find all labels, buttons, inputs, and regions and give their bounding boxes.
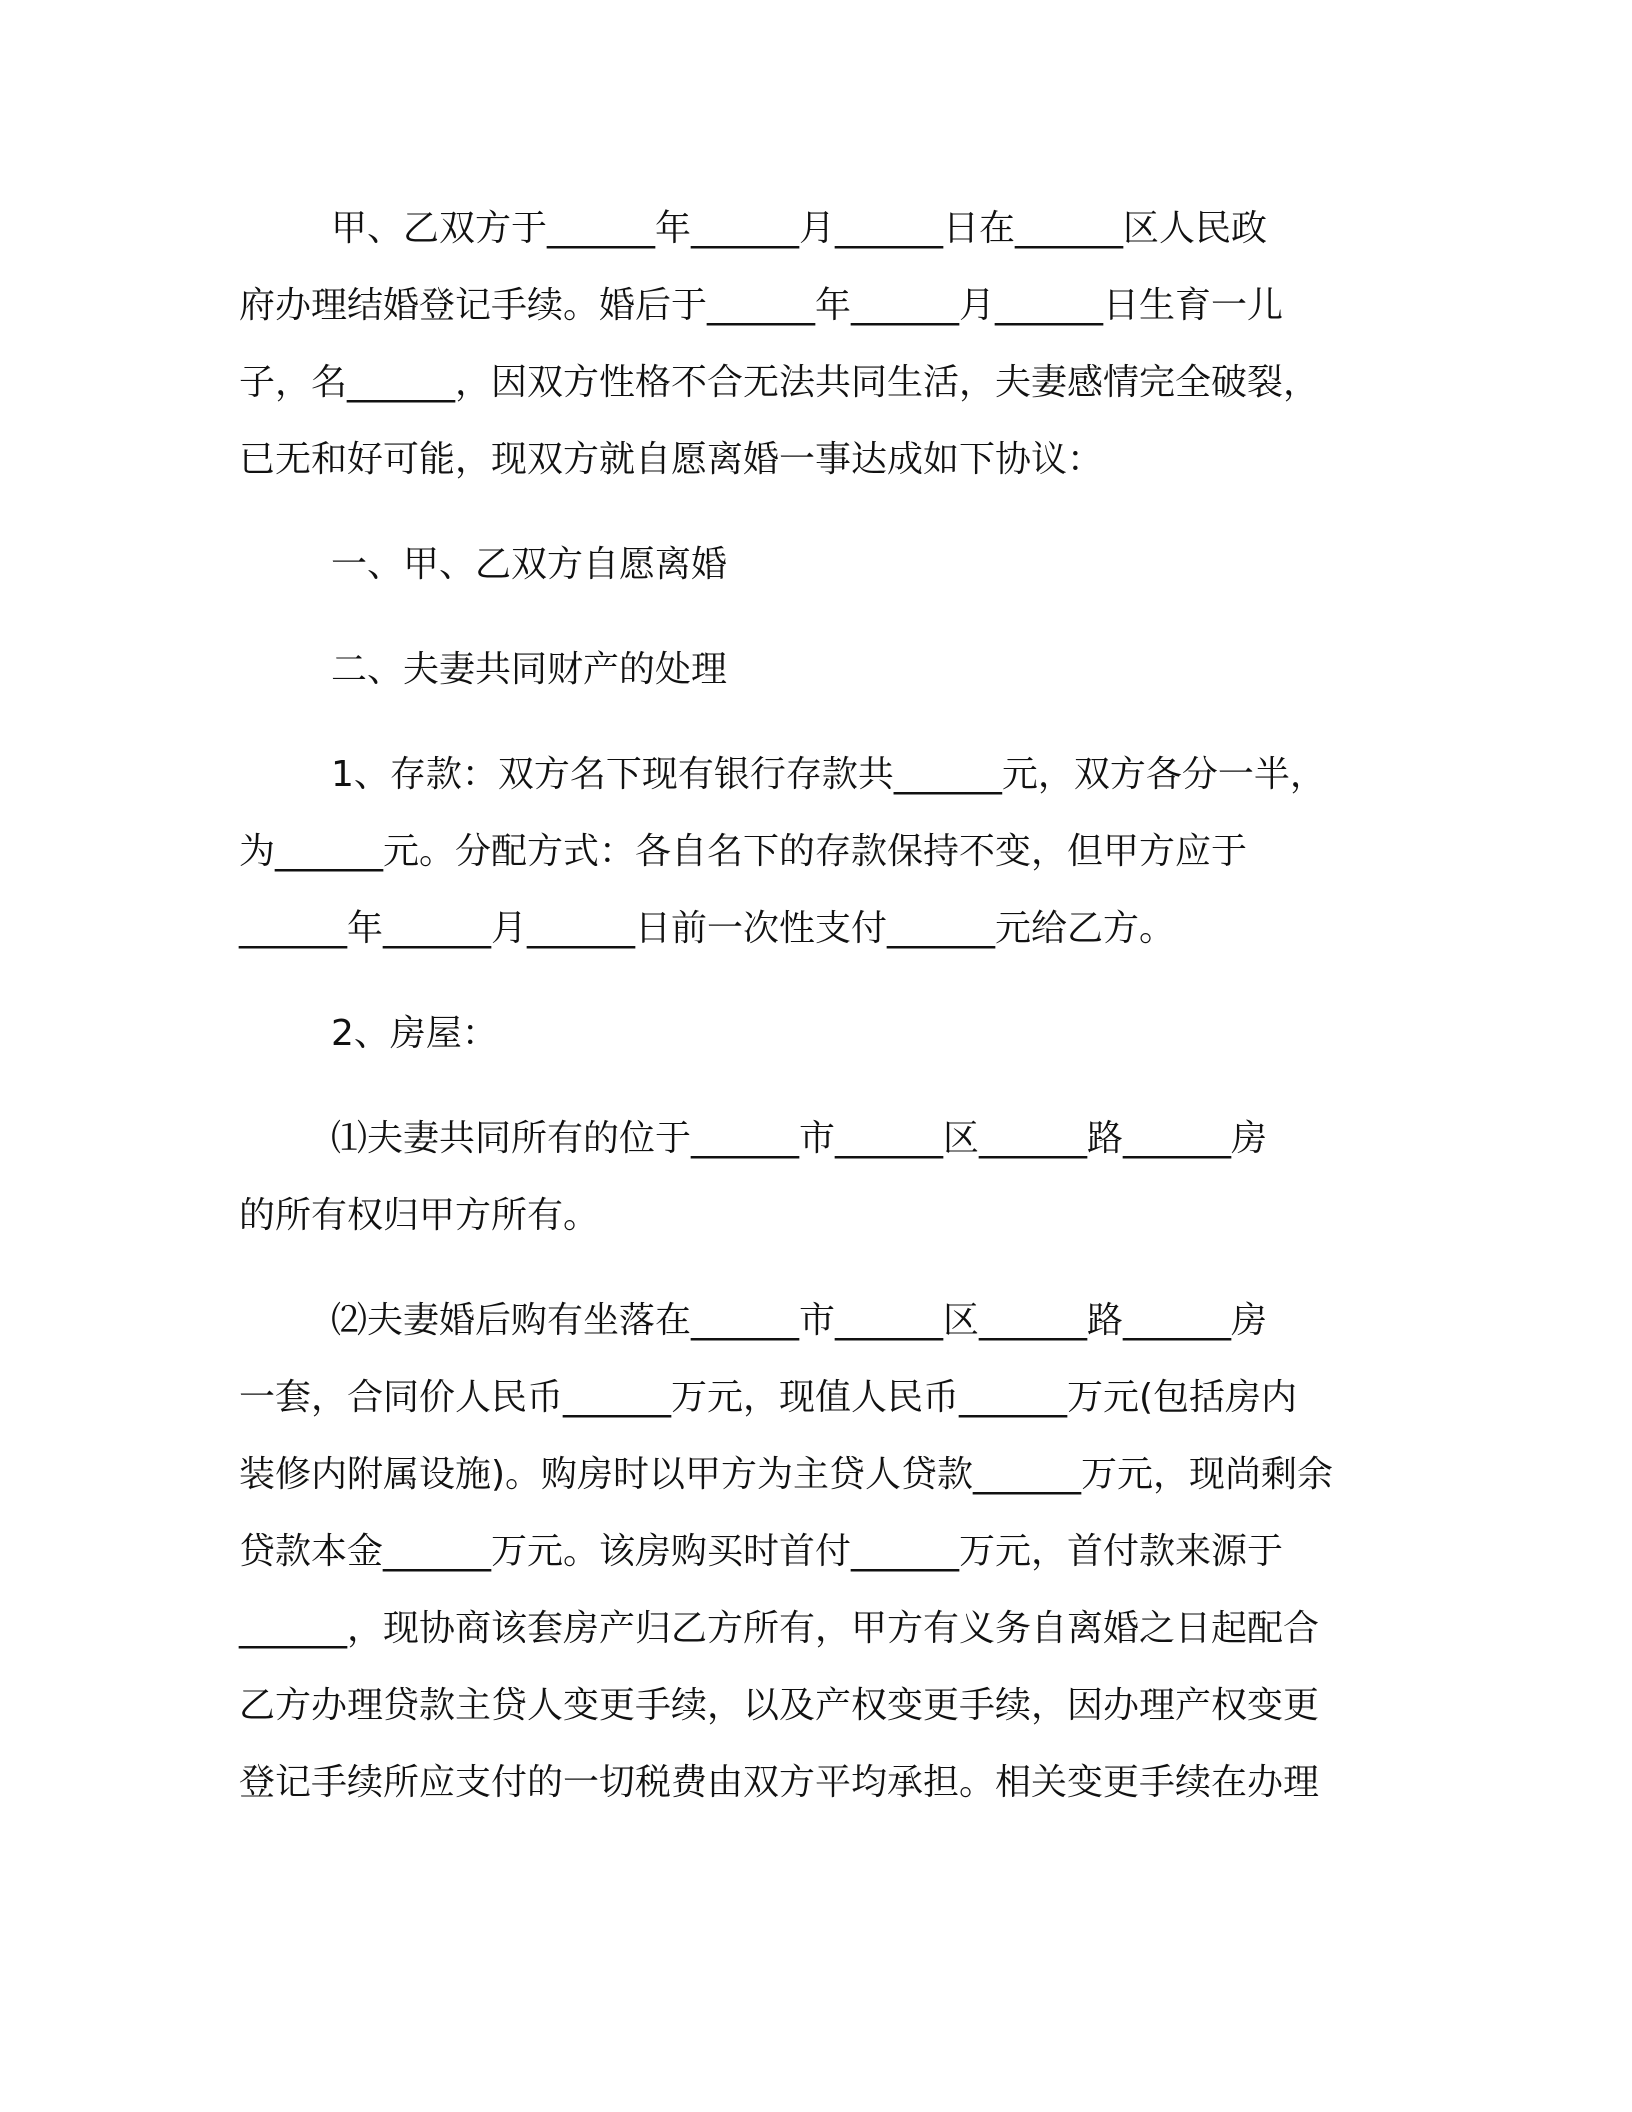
deposit-line-3: ______年______月______日前一次性支付______元给乙方。 — [239, 908, 1176, 949]
paragraph-gap — [239, 708, 1409, 736]
paragraph-gap — [239, 1072, 1409, 1100]
clause-2-heading: 二、夫妻共同财产的处理 — [331, 649, 728, 690]
house-item-2-line-4: 贷款本金______万元。该房购买时首付______万元，首付款来源于 — [239, 1531, 1284, 1572]
house-item-1-line-1: ⑴夫妻共同所有的位于______市______区______路______房 — [331, 1118, 1268, 1159]
agreement-body — [239, 190, 1409, 1821]
house-item-2-line-7: 登记手续所应支付的一切税费由双方平均承担。相关变更手续在办理 — [239, 1762, 1320, 1803]
deposit-line-2: 为______元。分配方式：各自名下的存款保持不变，但甲方应于 — [239, 831, 1248, 872]
paragraph-gap — [239, 498, 1409, 526]
paragraph-gap — [239, 603, 1409, 631]
house-item-2-line-5: ______，现协商该套房产归乙方所有，甲方有义务自离婚之日起配合 — [239, 1608, 1320, 1649]
intro-line-2: 府办理结婚登记手续。婚后于______年______月______日生育一儿 — [239, 285, 1284, 326]
paragraph-gap — [239, 967, 1409, 995]
house-item-1-line-2: 的所有权归甲方所有。 — [239, 1195, 600, 1236]
house-heading: 2、房屋： — [331, 1013, 498, 1054]
intro-line-3: 子，名______，因双方性格不合无法共同生活，夫妻感情完全破裂， — [239, 362, 1320, 403]
house-item-2-line-6: 乙方办理贷款主贷人变更手续，以及产权变更手续，因办理产权变更 — [239, 1685, 1320, 1726]
paragraph-gap — [239, 1254, 1409, 1282]
intro-line-1: 甲、乙双方于______年______月______日在______区人民政 — [331, 208, 1268, 249]
house-item-2-line-2: 一套，合同价人民币______万元，现值人民币______万元(包括房内 — [239, 1377, 1298, 1418]
deposit-line-1: 1、存款：双方名下现有银行存款共______元，双方各分一半， — [331, 754, 1326, 795]
intro-line-4: 已无和好可能，现双方就自愿离婚一事达成如下协议： — [239, 439, 1104, 480]
house-item-2-line-1: ⑵夫妻婚后购有坐落在______市______区______路______房 — [331, 1300, 1268, 1341]
clause-1-heading: 一、甲、乙双方自愿离婚 — [331, 544, 728, 585]
house-item-2-line-3: 装修内附属设施)。购房时以甲方为主贷人贷款______万元，现尚剩余 — [239, 1454, 1334, 1495]
